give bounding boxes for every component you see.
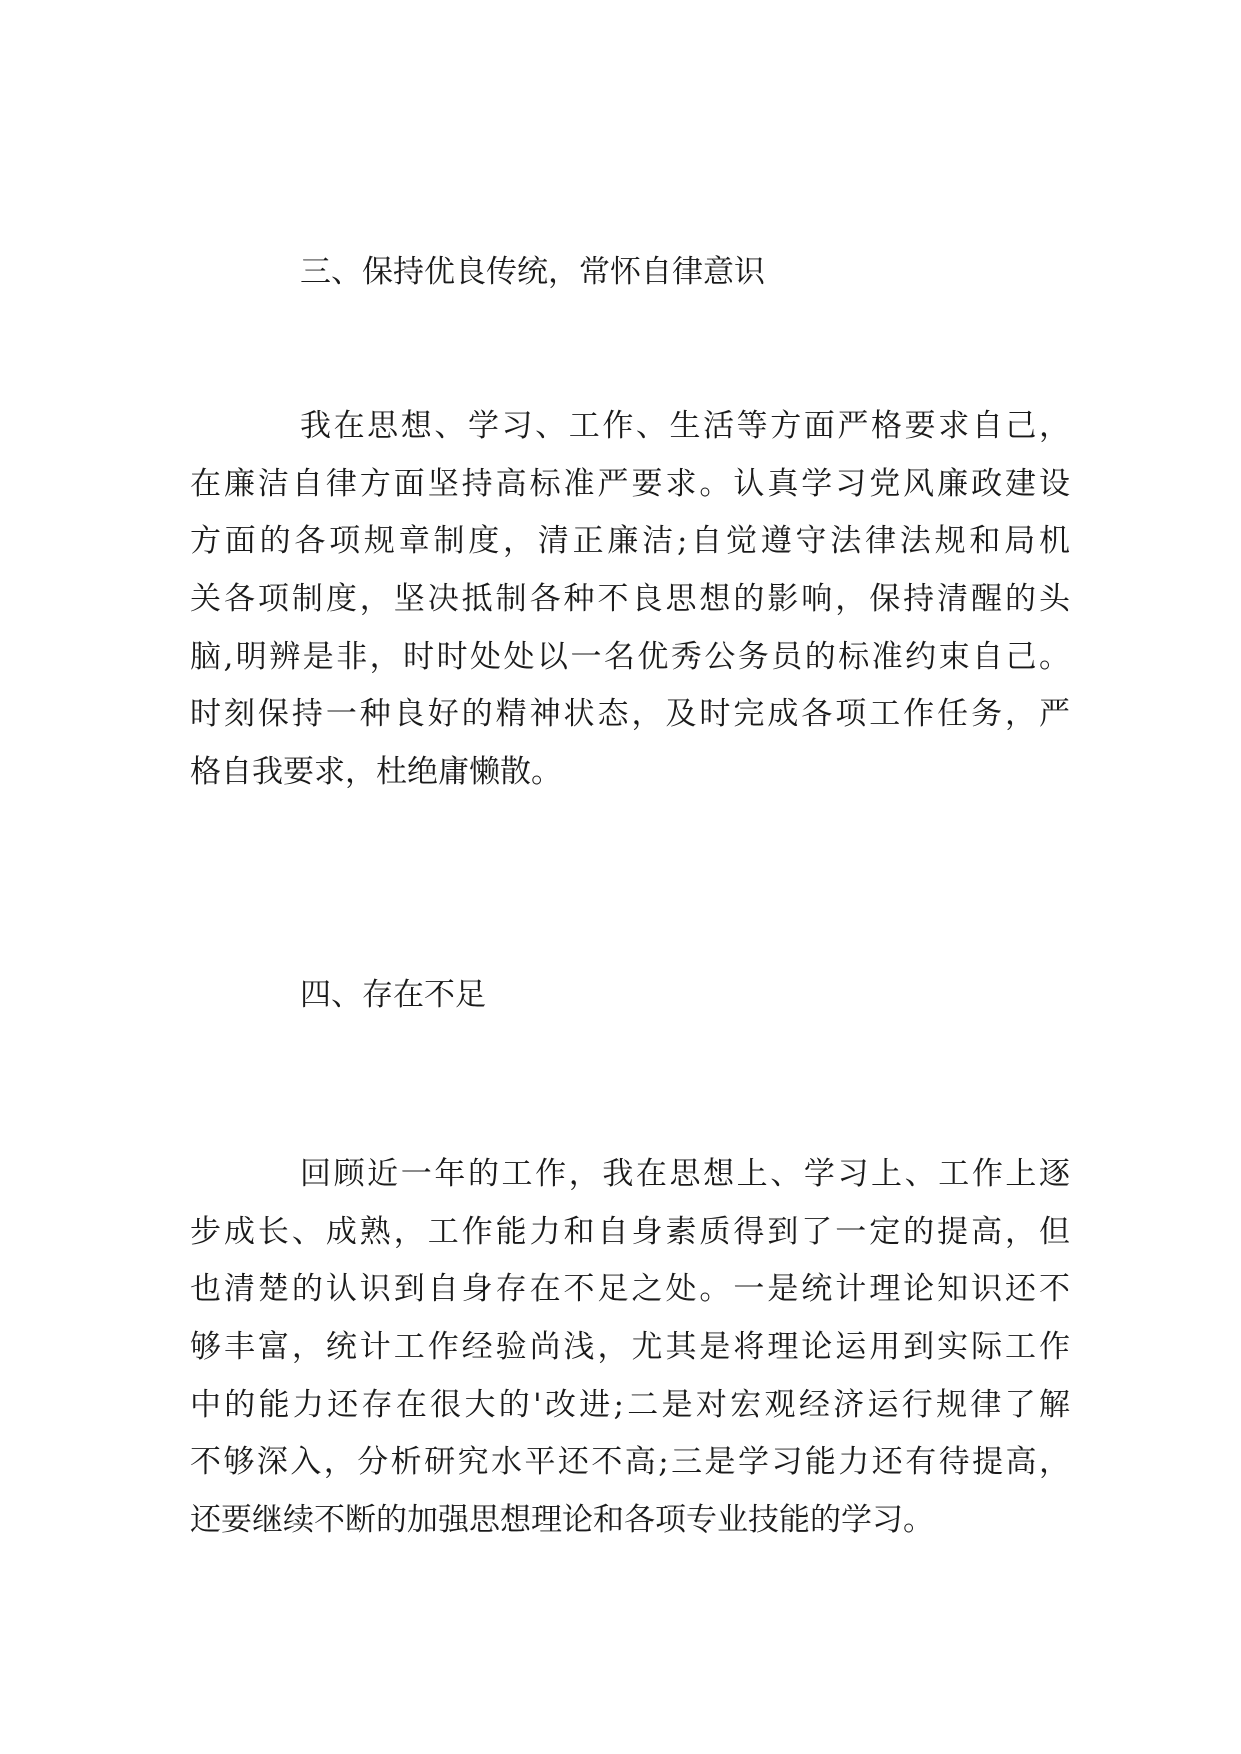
paragraph-line: 还要继续不断的加强思想理论和各项专业技能的学习。 xyxy=(190,1502,934,1539)
section-3-heading: 三、保持优良传统，常怀自律意识 xyxy=(300,254,765,290)
paragraph-line: 脑,明辨是非，时时处处以一名优秀公务员的标准约束自己。 xyxy=(190,638,1070,675)
section-4-paragraph xyxy=(190,1146,1070,1550)
paragraph-line: 回顾近一年的工作，我在思想上、学习上、工作上逐 xyxy=(300,1156,1070,1192)
paragraph-line: 不够深入，分析研究水平还不高;三是学习能力还有待提高， xyxy=(190,1444,1070,1481)
section-3-paragraph xyxy=(190,398,1070,802)
paragraph-line: 时刻保持一种良好的精神状态，及时完成各项工作任务，严 xyxy=(190,696,1070,733)
paragraph-line: 在廉洁自律方面坚持高标准严要求。认真学习党风廉政建设 xyxy=(190,465,1070,502)
paragraph-line: 我在思想、学习、工作、生活等方面严格要求自己， xyxy=(300,408,1070,444)
paragraph-line: 方面的各项规章制度，清正廉洁;自觉遵守法律法规和局机 xyxy=(190,523,1070,560)
paragraph-line: 步成长、成熟，工作能力和自身素质得到了一定的提高，但 xyxy=(190,1213,1070,1250)
paragraph-line: 也清楚的认识到自身存在不足之处。一是统计理论知识还不 xyxy=(190,1271,1070,1308)
section-4-heading: 四、存在不足 xyxy=(300,977,486,1013)
paragraph-line: 中的能力还存在很大的'改进;二是对宏观经济运行规律了解 xyxy=(190,1386,1070,1423)
paragraph-line: 够丰富，统计工作经验尚浅，尤其是将理论运用到实际工作 xyxy=(190,1329,1070,1366)
paragraph-line: 格自我要求，杜绝庸懒散。 xyxy=(190,754,562,791)
paragraph-line: 关各项制度，坚决抵制各种不良思想的影响，保持清醒的头 xyxy=(190,581,1070,618)
